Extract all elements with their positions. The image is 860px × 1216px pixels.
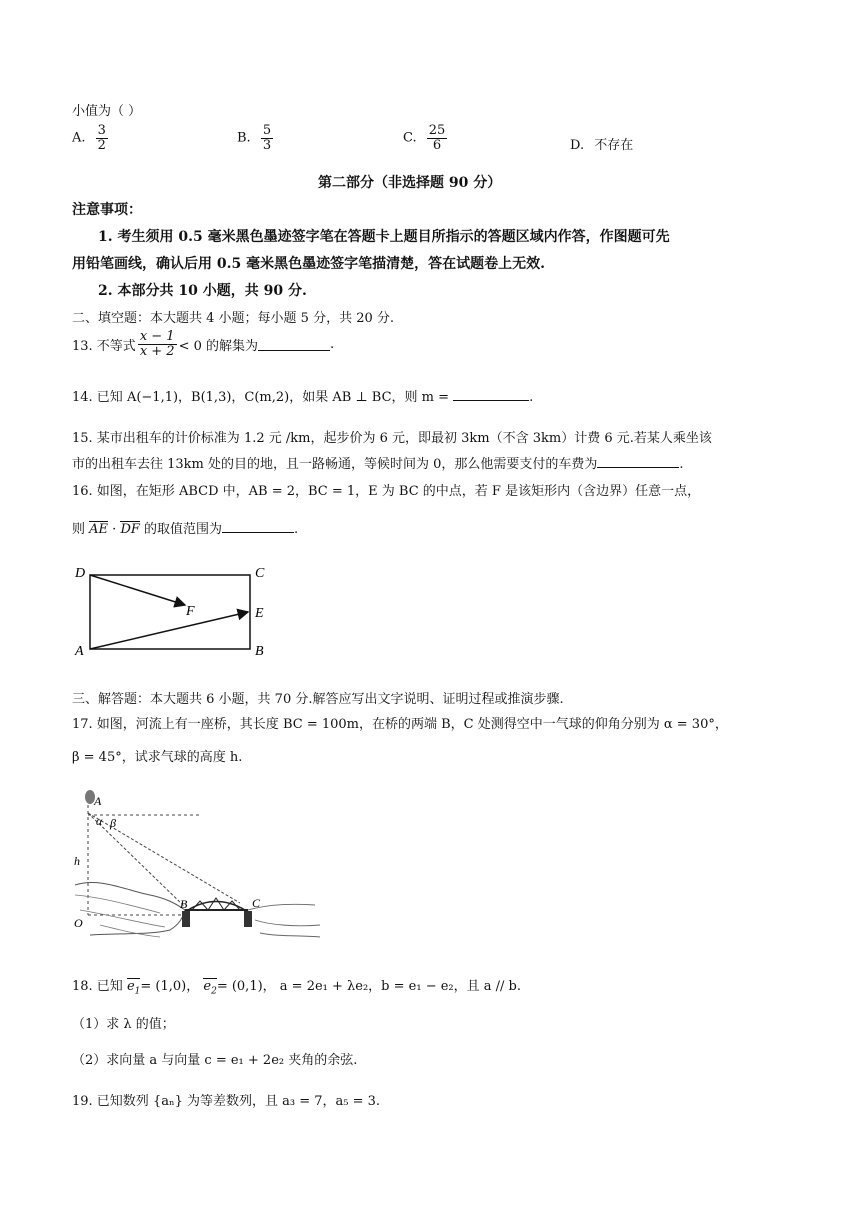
section-3-heading: 三、解答题：本大题共 6 小题，共 70 分.解答应写出文字说明、证明过程或推演步骤.: [72, 692, 564, 707]
question-15-line-1: 15. 某市出租车的计价标准为 1.2 元 /km，起步价为 6 元，即最初 3km（不含 3km）计费 6 元.若某人乘坐该: [72, 431, 712, 446]
bridge-balloon-figure: [70, 785, 330, 950]
option-a-fraction: [96, 124, 108, 152]
option-b-den: 3: [262, 137, 272, 153]
option-b-num: 5: [262, 123, 272, 138]
label-beta: β: [110, 816, 116, 830]
option-d[interactable]: [570, 134, 633, 153]
bridge-pier-right: [244, 911, 252, 927]
question-18: [72, 975, 521, 997]
q13-suffix: < 0 的解集为: [178, 338, 259, 354]
q13-numerator: x − 1: [139, 329, 175, 344]
q14-answer-blank[interactable]: [453, 388, 529, 401]
label-d: D: [75, 566, 86, 581]
q13-fraction: [138, 330, 177, 358]
label-a: A: [94, 794, 102, 808]
bridge-pier-left: [182, 911, 190, 927]
option-c[interactable]: [403, 124, 447, 152]
q13-end: .: [330, 336, 335, 352]
label-b: B: [180, 897, 188, 911]
note-1-line-1: 1. 考生须用 0.5 毫米黑色墨迹签字笔在答题卡上题目所指示的答题区域内作答，作图题可先: [98, 229, 670, 245]
question-16-line-2: [72, 518, 298, 537]
option-b-fraction: [261, 124, 273, 152]
q16-answer-blank[interactable]: [222, 520, 294, 533]
rectangle-figure: [70, 560, 280, 665]
option-a-den: 2: [97, 137, 106, 153]
q16-suffix: 的取值范围为: [139, 522, 223, 537]
question-17-line-1: 17. 如图，河流上有一座桥，其长度 BC = 100m，在桥的两端 B，C 处测得空中一气球的仰角分别为 α = 30°，: [72, 717, 728, 732]
q16-end: .: [294, 522, 299, 537]
option-c-fraction: [427, 124, 448, 152]
label-e: E: [255, 606, 264, 621]
note-2: 2. 本部分共 10 小题，共 90 分.: [98, 283, 307, 299]
question-15-line-2: [72, 453, 684, 472]
question-17-line-2: β = 45°，试求气球的高度 h.: [72, 750, 243, 765]
q15-end: .: [679, 457, 684, 472]
option-b[interactable]: [237, 124, 273, 152]
prev-question-tail: 小值为（ ）: [72, 104, 142, 119]
rectangle-abcd: [90, 575, 250, 649]
q13-answer-blank[interactable]: [258, 338, 330, 351]
sight-line-b: [88, 813, 185, 907]
option-c-letter: C.: [403, 130, 417, 146]
question-18-part-1: （1）求 λ 的值；: [72, 1017, 175, 1032]
q15-text: 市的出租车去往 13km 处的目的地，且一路畅通，等候时间为 0，那么他需要支付的车费为: [72, 457, 598, 472]
section-2-heading: 二、填空题：本大题共 4 小题；每小题 5 分，共 20 分.: [72, 311, 395, 326]
label-f: F: [186, 604, 195, 619]
question-18-part-2: （2）求向量 a 与向量 c = e₁ + 2e₂ 夹角的余弦.: [72, 1053, 358, 1068]
question-13: [72, 330, 334, 358]
option-d-letter: D.: [570, 138, 585, 153]
label-c: C: [252, 896, 261, 910]
q18-e1-value: = (1,0)，: [140, 979, 200, 994]
option-c-den: 6: [432, 137, 442, 153]
q16-prefix: 则: [72, 522, 90, 537]
q15-answer-blank[interactable]: [597, 455, 679, 468]
q14-end: .: [529, 390, 534, 405]
label-o: O: [74, 916, 83, 930]
part2-title: 第二部分（非选择题 90 分）: [318, 175, 502, 191]
note-1-line-2: 用铅笔画线，确认后用 0.5 毫米黑色墨迹签字笔描清楚，答在试题卷上无效.: [72, 256, 545, 272]
notes-title: 注意事项：: [72, 202, 142, 218]
option-d-text: 不存在: [594, 138, 634, 153]
q16-vector-df: DF: [120, 522, 140, 537]
vector-df-arrow: [90, 575, 185, 605]
option-a[interactable]: [72, 124, 108, 152]
option-a-num: 3: [97, 123, 106, 138]
q18-rest: a = 2e₁ + λe₂，b = e₁ − e₂，且 a // b.: [279, 979, 521, 994]
label-h: h: [74, 854, 80, 868]
q18-prefix: 18. 已知: [72, 979, 127, 994]
q13-denominator: x + 2: [139, 343, 175, 359]
label-c: C: [255, 566, 265, 581]
q18-e2-vector: $e_2$: [203, 979, 217, 997]
label-a: A: [75, 644, 84, 659]
option-b-letter: B.: [237, 130, 251, 146]
label-b: B: [255, 644, 264, 659]
q13-prefix: 13. 不等式: [72, 338, 136, 354]
q16-dot: ·: [108, 522, 121, 537]
option-c-num: 25: [428, 123, 446, 138]
question-19: 19. 已知数列 {aₙ} 为等差数列，且 a₃ = 7，a₅ = 3.: [72, 1094, 381, 1109]
vector-ae-arrow: [90, 612, 248, 649]
q18-e1-vector: $e_1$: [126, 979, 141, 997]
q16-vector-ae: AE: [89, 522, 109, 537]
question-16-line-1: 16. 如图，在矩形 ABCD 中，AB = 2，BC = 1，E 为 BC 的中点，若 F 是该矩形内（含边界）任意一点，: [72, 484, 701, 499]
label-alpha: α: [96, 814, 103, 828]
option-a-letter: A.: [72, 130, 86, 146]
question-14: [72, 386, 533, 405]
q18-e2-value: = (0,1)，: [216, 979, 276, 994]
q14-text: 14. 已知 A(−1,1)，B(1,3)，C(m,2)，如果 AB ⊥ BC，则 m =: [72, 390, 454, 405]
